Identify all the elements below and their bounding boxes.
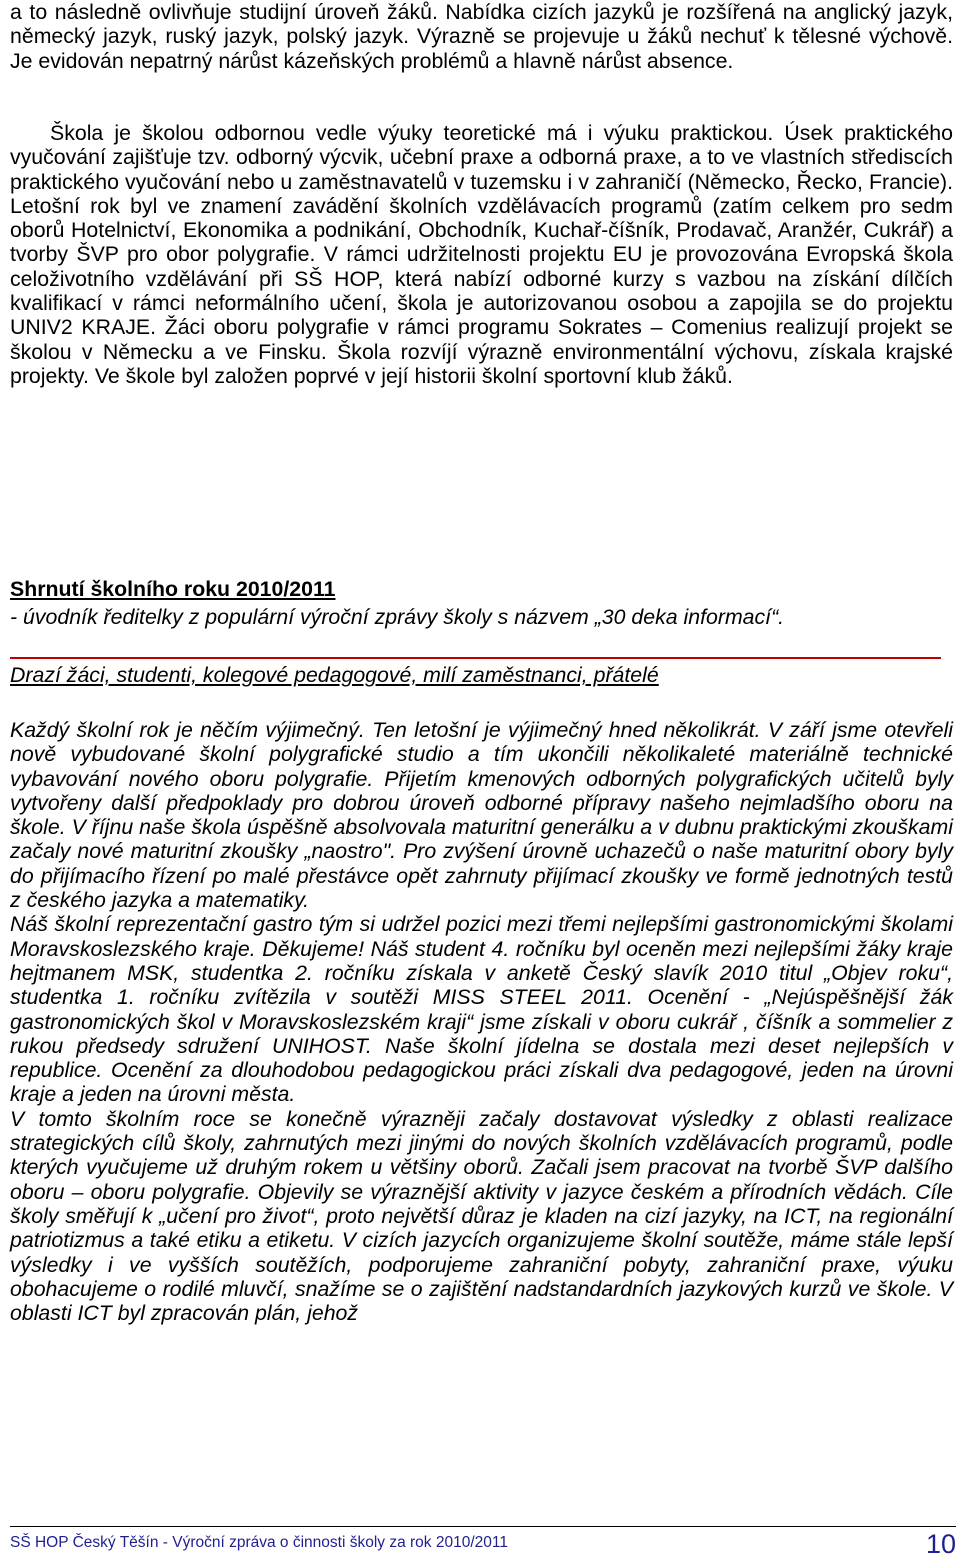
footer-divider bbox=[10, 1526, 956, 1527]
page-footer bbox=[10, 1526, 956, 1559]
page-number: 10 bbox=[925, 1529, 956, 1559]
letter-paragraph: Náš školní reprezentační gastro tým si udržel pozici mezi třemi nejlepšími gastronomickými školami Moravskoslezského kraje. Děkujeme! Náš student 4. ročníku byl oceněn mezi nejlepšími žáky kraje hejtmanem MSK, studentka 2. ročníku získala v anketě Český slavík 2010 titul „Objev roku“, studentka 1. ročníku zvítězila v soutěži MISS STEEL 2011. Ocenění - „Nejúspěšnější žák gastronomických škol v Moravskoslezském kraji“ jsme získali v oboru cukrář , číšník a sommelier z rukou předsedy sdružení UNIHOST. Naše školní jídelna se dostala mezi deset nejlepších v republice. Ocenění za dlouhodobou pedagogickou práci získali dva pedagogové, jeden na úrovni kraje a jeden na úrovni města. bbox=[10, 912, 953, 1107]
summary-subtitle: - úvodník ředitelky z populární výroční zprávy školy s názvem „30 deka informací“. bbox=[10, 605, 785, 629]
letter-paragraph: V tomto školním roce se konečně výrazněji začaly dostavovat výsledky z oblasti realizace strategických cílů školy, zahrnutých mezi jinými do nových školních vzdělávacích programů, podle kterých vyučujeme už druhým rokem u většiny oborů. Začali jsem pracovat na tvorbě ŠVP dalšího oboru – oboru polygrafie. Objevily se výraznější aktivity v jazyce českém a přírodních vědách. Cíle školy směřují k „učení pro život“, proto největší důraz je kladen na cizí jazyky, na ICT, na regionální patriotizmus a také etiku a etiketu. V cizích jazycích organizujeme školní soutěže, máme stále lepší výsledky i ve vyšších soutěžích, podporujeme zahraniční pobyty, zahraniční praxe, výuku obohacujeme o rodilé mluvčí, snažíme se o zajištění nadstandardních jazykových kurzů ve škole. V oblasti ICT byl zpracován plán, jehož bbox=[10, 1106, 953, 1326]
footer-text: SŠ HOP Český Těšín - Výroční zpráva o činnosti školy za rok 2010/2011 bbox=[10, 1534, 508, 1551]
red-divider bbox=[10, 657, 941, 659]
intro-paragraph-2: Škola je školou odbornou vedle výuky teoretické má i výuku praktickou. Úsek praktického vyučování zajišťuje tzv. odborný výcvik, učební praxe a odborná praxe, a to ve vlastních střediscích praktického vyučování nebo u zaměstnavatelů v tuzemsku i v zahraničí (Německo, Řecko, Francie). Letošní rok byl ve znamení zavádění školních vzdělávacích programů (zatím celkem pro sedm oborů Hotelnictví, Ekonomika a podnikání, Obchodník, Kuchař-číšník, Prodavač, Aranžér, Cukrář) a tvorby ŠVP pro obor polygrafie. V rámci udržitelnosti projektu EU je provozována Evropská škola celoživotního vzdělávání při SŠ HOP, která nabízí odborné kurzy s vazbou na získání dílčích kvalifikací v rámci neformálního učení, škola je autorizovanou osobou a zapojila se do projektu UNIV2 KRAJE. Žáci oboru polygrafie v rámci programu Sokrates – Comenius realizují projekt se školou v Německu a ve Finsku. Škola rozvíjí výrazně environmentální výchovu, získala krajské projekty. Ve škole byl založen poprvé v její historii školní sportovní klub žáků. bbox=[10, 121, 953, 388]
intro-paragraph-1: a to následně ovlivňuje studijní úroveň žáků. Nabídka cizích jazyků je rozšířená na anglický jazyk, německý jazyk, ruský jazyk, polský jazyk. Výrazně se projevuje u žáků nechuť k tělesné výchově. Je evidován nepatrný nárůst kázeňských problémů a hlavně nárůst absence. bbox=[10, 0, 953, 73]
letter-body bbox=[10, 718, 953, 1325]
letter-greeting: Drazí žáci, studenti, kolegové pedagogové, milí zaměstnanci, přátelé bbox=[10, 663, 659, 687]
letter-paragraph: Každý školní rok je něčím výjimečný. Ten letošní je výjimečný hned několikrát. V září jsme otevřeli nově vybudované školní polygrafické studio a tím ukončili několikaleté materiálně technické vybavování nového oboru polygrafie. Přijetím kmenových odborných polygrafických učitelů byly vytvořeny další předpoklady pro dobrou úroveň odborné přípravy našeho nejmladšího oboru na škole. V říjnu naše škola úspěšně absolvovala maturitní generálku a v dubnu praktickými zkouškami začaly nové maturitní zkoušky „naostro". Pro zvýšení úrovně uchazečů o naše maturitní obory byly do přijímacího řízení po malé přestávce opět zahrnuty přijímací zkoušky ve formě jednotných testů z českého jazyka a matematiky. bbox=[10, 718, 953, 913]
summary-title: Shrnutí školního roku 2010/2011 bbox=[10, 577, 336, 601]
